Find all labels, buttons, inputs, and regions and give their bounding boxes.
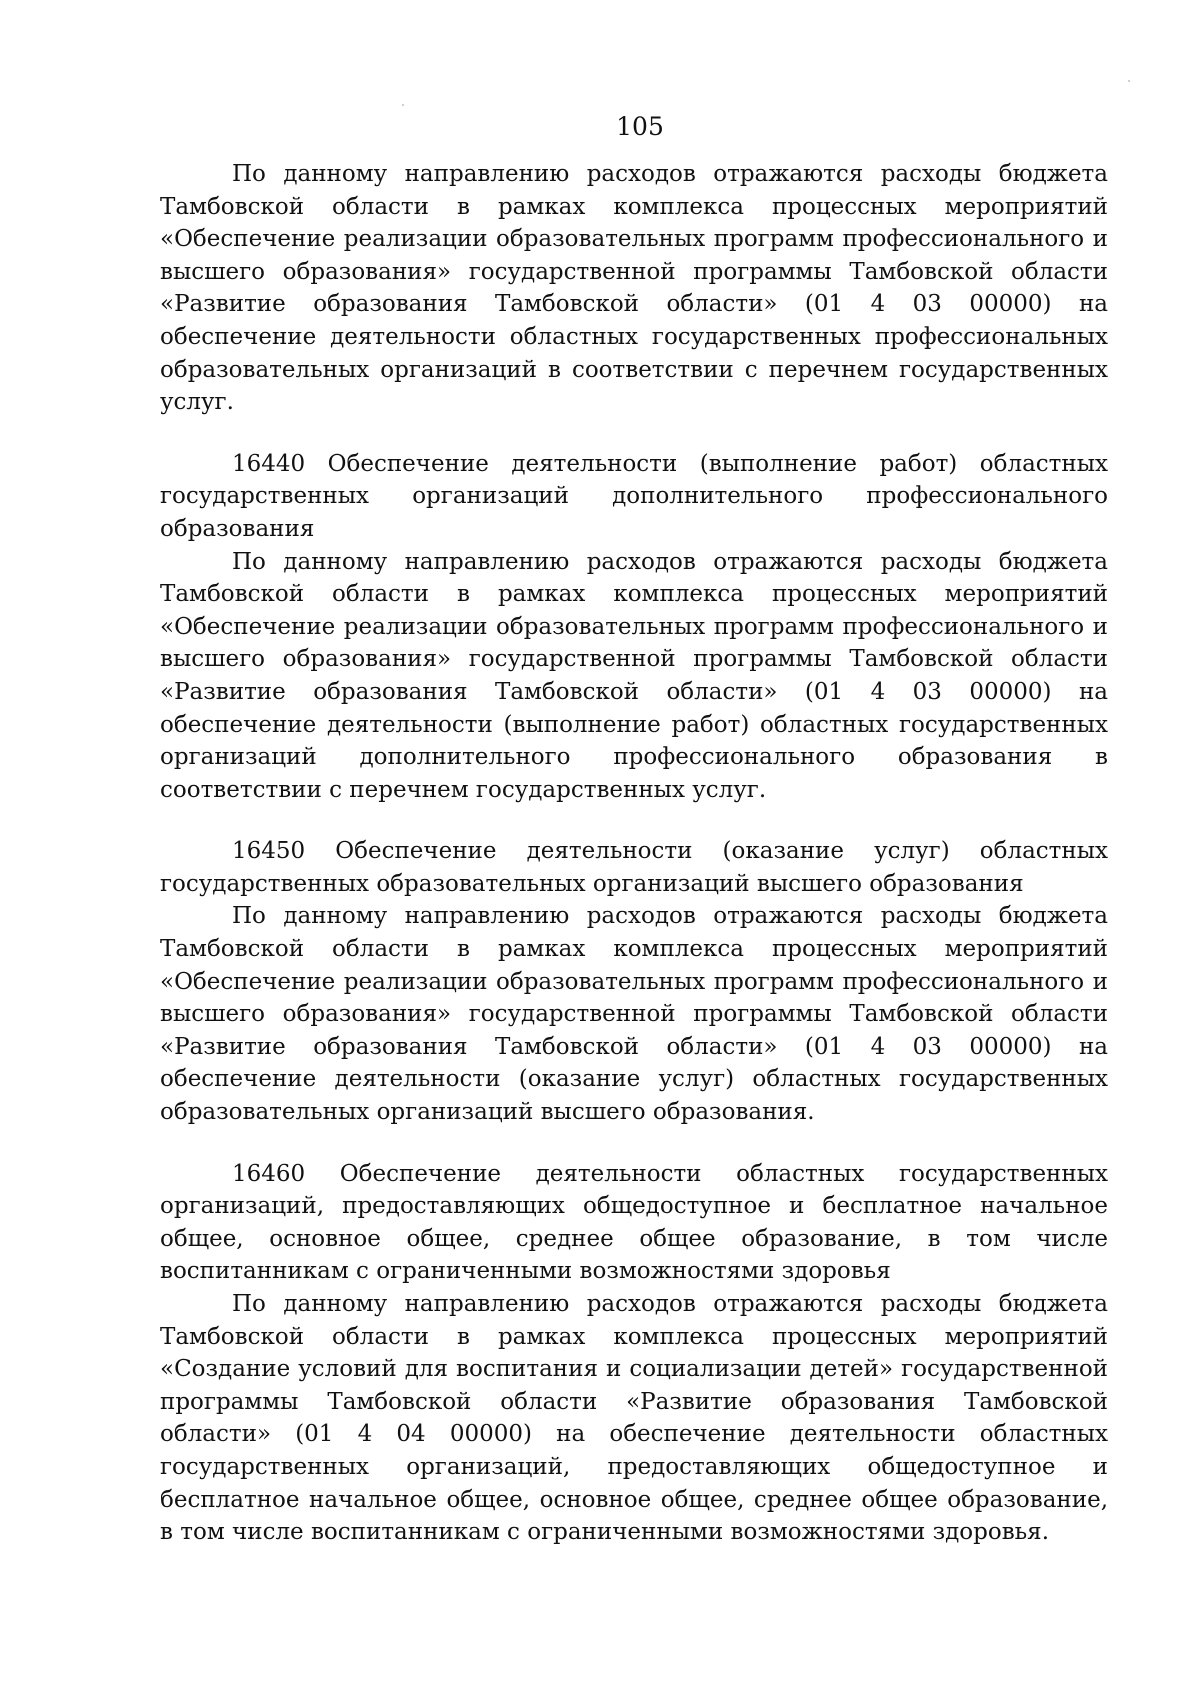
body-paragraph: По данному направлению расходов отражаются расходы бюджета Тамбовской области в рамках комплекса процессных мероприятий «Обеспечение реализации образовательных программ профессионального и высшего образования» государственной программы Тамбовской области «Развитие образования Тамбовской области» (01 4 03 00000) на обеспечение деятельности (оказание услуг) областных государственных образовательных организаций высшего образования. <box>160 903 1108 1126</box>
section-heading-16460: 16460 Обеспечение деятельности областных государственных организаций, предоставляющих общедоступное и бесплатное начальное общее, основное общее, среднее общее образование, в том числе воспитанникам с ограниченными возможностями здоровья <box>160 1160 1108 1285</box>
document-body <box>160 158 1108 1549</box>
paragraph-gap <box>160 419 1108 448</box>
paragraph-gap <box>160 806 1108 835</box>
body-paragraph: По данному направлению расходов отражаются расходы бюджета Тамбовской области в рамках комплекса процессных мероприятий «Обеспечение реализации образовательных программ профессионального и высшего образования» государственной программы Тамбовской области «Развитие образования Тамбовской области» (01 4 03 00000) на обеспечение деятельности (выполнение работ) областных государственных организаций дополнительного профессионального образования в соответствии с перечнем государственных услуг. <box>160 548 1108 803</box>
section-heading-16440: 16440 Обеспечение деятельности (выполнение работ) областных государственных организаций дополнительного профессионального образования <box>160 450 1108 542</box>
paragraph-gap <box>160 1129 1108 1158</box>
body-paragraph: По данному направлению расходов отражаются расходы бюджета Тамбовской области в рамках комплекса процессных мероприятий «Обеспечение реализации образовательных программ профессионального и высшего образования» государственной программы Тамбовской области «Развитие образования Тамбовской области» (01 4 03 00000) на обеспечение деятельности областных государственных профессиональных образовательных организаций в соответствии с перечнем государственных услуг. <box>160 161 1108 416</box>
page-number: 105 <box>616 112 664 141</box>
body-paragraph: По данному направлению расходов отражаются расходы бюджета Тамбовской области в рамках комплекса процессных мероприятий «Создание условий для воспитания и социализации детей» государственной программы Тамбовской области «Развитие образования Тамбовской области» (01 4 04 00000) на обеспечение деятельности областных государственных организаций, предоставляющих общедоступное и бесплатное начальное общее, основное общее, среднее общее образование, в том числе воспитанникам с ограниченными возможностями здоровья. <box>160 1291 1108 1546</box>
section-heading-16450: 16450 Обеспечение деятельности (оказание услуг) областных государственных образовательных организаций высшего образования <box>160 838 1108 897</box>
scan-speck <box>402 104 404 106</box>
scan-speck <box>1128 80 1130 82</box>
